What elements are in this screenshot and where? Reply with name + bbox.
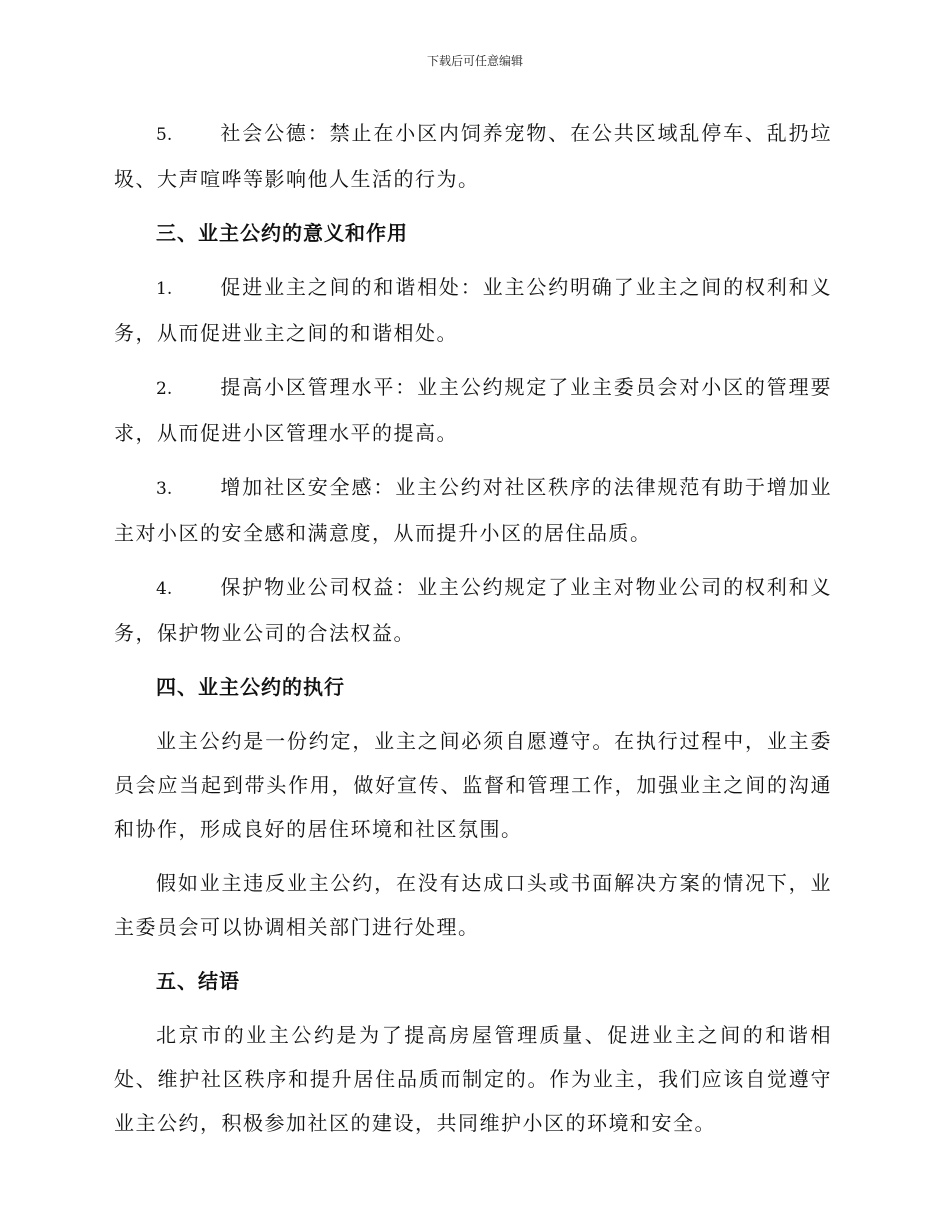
list-item-3	[114, 465, 832, 555]
list-item-number: 2.	[156, 379, 173, 399]
section-heading-4: 四、业主公约的执行	[156, 675, 345, 699]
list-item-text: 提高小区管理水平：业主公约规定了业主委员会对小区的管理要求，从而促进小区管理水平的提高。	[114, 375, 832, 445]
paragraph: 业主公约是一份约定，业主之间必须自愿遵守。在执行过程中，业主委员会应当起到带头作用，做好宣传、监督和管理工作，加强业主之间的沟通和协作，形成良好的居住环境和社区氛围。	[114, 729, 832, 841]
list-item-text: 保护物业公司权益：业主公约规定了业主对物业公司的权利和义务，保护物业公司的合法权益。	[114, 575, 832, 645]
list-item-number: 1.	[156, 279, 173, 299]
list-item-text: 增加社区安全感：业主公约对社区秩序的法律规范有助于增加业主对小区的安全感和满意度，从而提升小区的居住品质。	[114, 475, 832, 545]
document-body	[114, 111, 832, 1155]
list-item-2	[114, 365, 832, 455]
list-item-4	[114, 565, 832, 655]
paragraph: 北京市的业主公约是为了提高房屋管理质量、促进业主之间的和谐相处、维护社区秩序和提升居住品质而制定的。作为业主，我们应该自觉遵守业主公约，积极参加社区的建设，共同维护小区的环境和安全。	[114, 1023, 832, 1135]
list-item-text: 促进业主之间的和谐相处：业主公约明确了业主之间的权利和义务，从而促进业主之间的和谐相处。	[114, 275, 832, 345]
list-item-number: 4.	[156, 579, 173, 599]
page-header: 下载后可任意编辑	[426, 54, 523, 68]
list-item-1	[114, 265, 832, 355]
section-heading-5: 五、结语	[156, 969, 240, 993]
list-item-number: 5.	[156, 125, 173, 145]
section-heading-3: 三、业主公约的意义和作用	[156, 221, 408, 245]
list-item-text: 社会公德：禁止在小区内饲养宠物、在公共区域乱停车、乱扔垃圾、大声喧哗等影响他人生活的行为。	[114, 121, 832, 191]
list-item-number: 3.	[156, 479, 173, 499]
paragraph: 假如业主违反业主公约，在没有达成口头或书面解决方案的情况下，业主委员会可以协调相关部门进行处理。	[114, 871, 832, 939]
list-item-5	[114, 111, 832, 201]
